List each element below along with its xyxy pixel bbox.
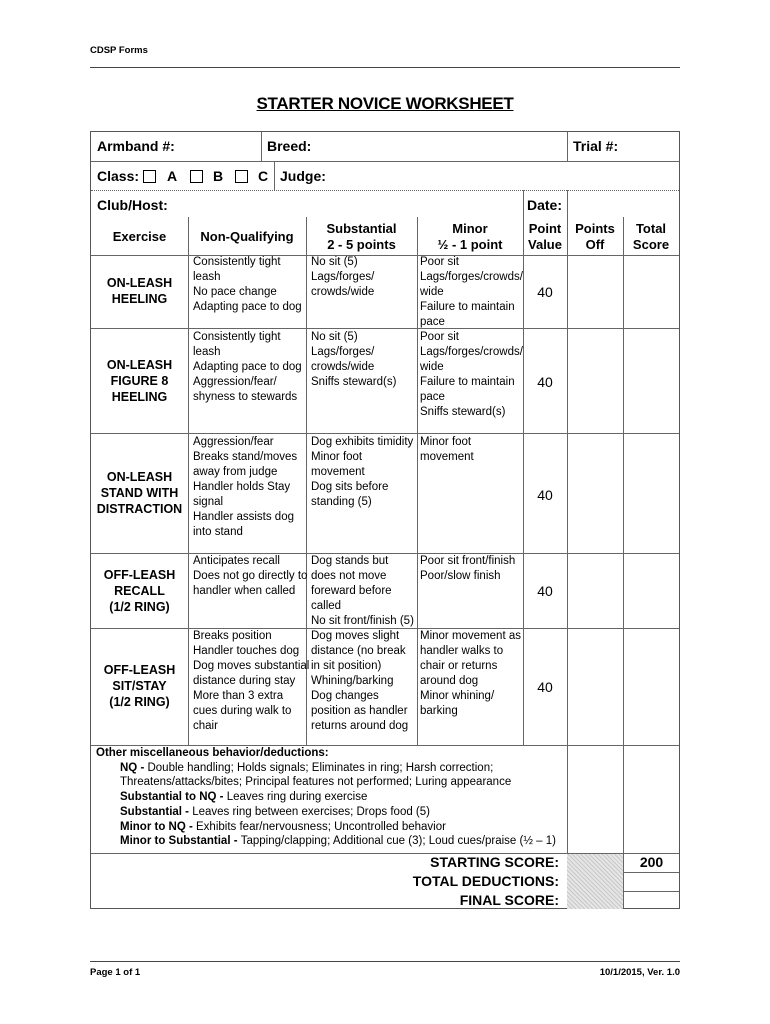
total-deductions-label: TOTAL DEDUCTIONS: [412, 873, 559, 889]
class-b-label: B [213, 168, 224, 184]
exercise-name: ON-LEASH FIGURE 8 HEELING [106, 358, 173, 404]
starting-score-label: STARTING SCORE: [430, 854, 559, 870]
judge-label: Judge: [280, 168, 326, 184]
footer-page: Page 1 of 1 [90, 967, 141, 978]
substantial-cell: No sit (5) Lags/forges/ crowds/wide Sniffs steward(s) [311, 331, 397, 388]
starting-score-value: 200 [639, 854, 664, 870]
misc-nq-line-2: Threatens/attacks/bites; Principal features not performed; Luring appearance [120, 776, 512, 789]
substantial-cell: No sit (5) Lags/forges/ crowds/wide [311, 256, 375, 298]
exercise-name: OFF-LEASH RECALL (1/2 RING) [103, 568, 176, 614]
substantial-cell: Dog moves slight distance (no break in sit position) Whining/barking Dog changes position as handler returns around dog [311, 630, 409, 732]
minor-cell: Minor foot movement [420, 436, 474, 463]
armband-label: Armband #: [97, 138, 175, 154]
date-label: Date: [527, 197, 563, 213]
shaded-cells [567, 854, 623, 909]
col-point-value: Point Value [528, 221, 562, 252]
trial-label: Trial #: [573, 138, 619, 154]
col-substantial: Substantial 2 - 5 points [326, 221, 397, 252]
point-value: 40 [537, 284, 553, 300]
page-title: STARTER NOVICE WORKSHEET [256, 94, 514, 113]
non-qualifying-cell: Anticipates recall Does not go directly to handler when called [193, 555, 308, 597]
class-c-checkbox[interactable] [235, 170, 248, 183]
col-minor: Minor ½ - 1 point [437, 221, 503, 252]
club-host-label: Club/Host: [97, 197, 168, 213]
breed-label: Breed: [267, 138, 312, 154]
misc-sub-nq-line: Substantial to NQ - Leaves ring during exercise [120, 791, 368, 804]
header-divider [90, 67, 680, 68]
non-qualifying-cell: Aggression/fear Breaks stand/moves away from judge Handler holds Stay signal Handler assists dog into stand [193, 436, 298, 538]
final-score-label: FINAL SCORE: [459, 892, 559, 908]
misc-sub-line: Substantial - Leaves ring between exercises; Drops food (5) [120, 805, 430, 818]
non-qualifying-cell: Breaks position Handler touches dog Dog moves substantial distance during stay More than 3 extra cues during walk to chair [193, 630, 310, 732]
header-label: CDSP Forms [90, 45, 148, 56]
misc-nq-line: NQ - Double handling; Holds signals; Eliminates in ring; Harsh correction; [120, 761, 494, 774]
col-points-off: Points Off [575, 221, 615, 252]
class-c-label: C [258, 168, 269, 184]
class-b-checkbox[interactable] [190, 170, 203, 183]
point-value: 40 [537, 487, 553, 503]
exercise-name: ON-LEASH STAND WITH DISTRACTION [96, 470, 183, 516]
minor-cell: Poor sit Lags/forges/crowds/ wide Failure to maintain pace [420, 256, 523, 328]
minor-cell: Minor movement as handler walks to chair or returns around dog Minor whining/ barking [420, 630, 521, 717]
misc-minor-sub-line: Minor to Substantial - Tapping/clapping; Additional cue (3); Loud cues/praise (½ – 1) [120, 835, 556, 848]
non-qualifying-cell: Consistently tight leash Adapting pace to dog Aggression/fear/ shyness to stewards [193, 331, 302, 403]
footer-divider [90, 961, 680, 962]
footer-version: 10/1/2015, Ver. 1.0 [599, 967, 680, 978]
col-total-score: Total Score [632, 221, 670, 252]
class-a-checkbox[interactable] [143, 170, 156, 183]
point-value: 40 [537, 374, 553, 390]
class-a-label: A [167, 168, 178, 184]
col-non-qualifying: Non-Qualifying [200, 229, 294, 244]
substantial-cell: Dog stands but does not move foreward before called No sit front/finish (5) [311, 555, 414, 627]
minor-cell: Poor sit front/finish Poor/slow finish [420, 555, 516, 582]
class-label: Class: [97, 168, 140, 184]
substantial-cell: Dog exhibits timidity Minor foot movement Dog sits before standing (5) [311, 436, 414, 508]
exercise-name: ON-LEASH HEELING [106, 276, 173, 306]
exercise-name: OFF-LEASH SIT/STAY (1/2 RING) [103, 663, 176, 709]
non-qualifying-cell: Consistently tight leash No pace change Adapting pace to dog [193, 256, 302, 313]
point-value: 40 [537, 679, 553, 695]
minor-cell: Poor sit Lags/forges/crowds/ wide Failure to maintain pace Sniffs steward(s) [420, 331, 523, 418]
point-value: 40 [537, 583, 553, 599]
misc-heading: Other miscellaneous behavior/deductions: [96, 747, 329, 759]
worksheet-form [90, 131, 680, 909]
misc-deductions [96, 746, 556, 849]
col-exercise: Exercise [112, 229, 167, 244]
misc-minor-nq-line: Minor to NQ - Exhibits fear/nervousness; Uncontrolled behavior [120, 820, 446, 833]
